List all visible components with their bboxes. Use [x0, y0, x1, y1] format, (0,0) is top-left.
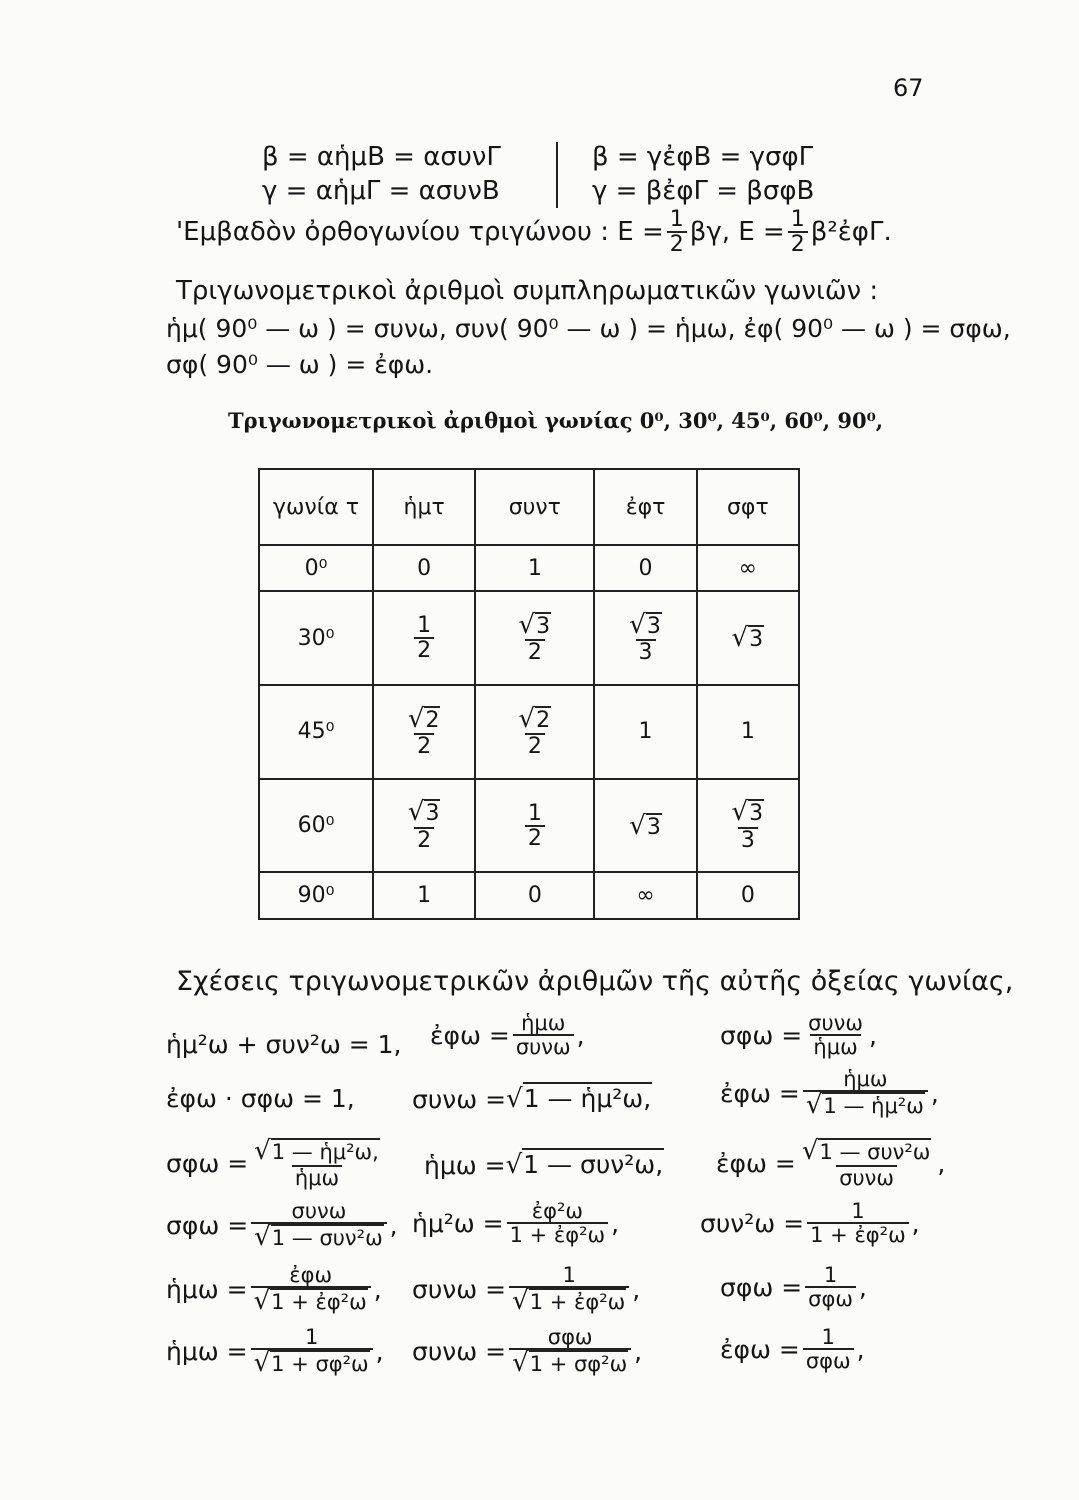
- relation-beta-right: β = γἐφΒ = γσφΓ: [592, 142, 814, 172]
- table-cell: [475, 779, 594, 873]
- table-cell: 0: [475, 872, 594, 919]
- table-cell: [373, 779, 475, 873]
- table-cell: [697, 779, 799, 873]
- fraction: $\frac{1}{2}$: [667, 208, 687, 256]
- sqrt: √3: [629, 610, 661, 641]
- table-row: [259, 779, 799, 873]
- sqrt: √3: [731, 797, 764, 828]
- table-cell: ∞: [594, 872, 696, 919]
- formula: ἐφω = $\frac{\text{ἡμω}}{\text{√1 — ἡμ²ω}}$ ,: [720, 1067, 939, 1121]
- table-cell: [475, 591, 594, 685]
- fraction: $\frac{√3}{3}$: [729, 799, 768, 851]
- divider: [556, 142, 558, 208]
- sqrt: √2: [518, 703, 551, 734]
- table-cell: [373, 685, 475, 779]
- trig-table: [258, 468, 800, 920]
- fraction: $\frac{1}{2}$: [525, 802, 545, 850]
- formula: συν²ω = $\frac{1}{\text{1 + ἐφ²ω}}$ ,: [700, 1199, 920, 1248]
- relation-gamma-left: γ = αἡμΓ = ασυνΒ: [262, 176, 500, 206]
- fraction: $\frac{1}{\text{√1 + σφ²ω}}$: [251, 1326, 373, 1377]
- table-cell: 1: [697, 685, 799, 779]
- header-cos: συντ: [475, 469, 594, 545]
- fraction: $\frac{\text{√1 — ἡμ²ω,}}{\text{ἡμω}}$: [251, 1138, 383, 1189]
- formula: συνω = $\frac{1}{\text{√1 + ἐφ²ω}}$ ,: [412, 1263, 641, 1317]
- fraction: $\frac{1}{\text{σφω}}$: [803, 1326, 854, 1372]
- area-mid: βγ, Ε =: [689, 217, 785, 248]
- area-formula: [176, 208, 892, 256]
- complementary-line2: σφ( 90⁰ — ω ) = ἐφω.: [166, 350, 434, 379]
- table-row: [259, 545, 799, 591]
- formula: ἐφω = $\frac{\text{ἡμω}}{\text{συνω}}$ ,: [430, 1011, 585, 1060]
- formula: ἡμ²ω + συν²ω = 1,: [166, 1029, 402, 1059]
- table-row: [259, 685, 799, 779]
- complementary-line1: ἡμ( 90⁰ — ω ) = συνω, συν( 90⁰ — ω ) = ἡμω, ἐφ( 90⁰ — ω ) = σφω,: [166, 314, 1011, 343]
- sqrt: √1 — συν²ω,: [505, 1150, 664, 1180]
- fraction: $\frac{\text{συνω}}{\text{√1 — συν²ω}}$: [251, 1200, 386, 1251]
- fraction: $\frac{\text{ἐφ²ω}}{\text{1 + ἐφ²ω}}$: [507, 1200, 609, 1246]
- table-cell: [594, 779, 696, 873]
- sqrt: √1 — ἡμ²ω,: [506, 1084, 652, 1114]
- fraction: $\frac{\text{√1 — συν²ω}}{\text{συνω}}$: [799, 1138, 934, 1189]
- angle-cell: 60⁰: [259, 779, 373, 873]
- formula: ἡμω = $\frac{1}{\text{√1 + σφ²ω}}$ ,: [166, 1325, 384, 1379]
- sqrt: √1 + ἐφ²ω: [509, 1286, 629, 1315]
- sqrt: √3: [407, 797, 440, 828]
- header-tan: ἐφτ: [594, 469, 696, 545]
- formula: ἡμω = √1 — συν²ω,: [424, 1150, 664, 1180]
- table-row: [259, 872, 799, 919]
- formula: ἐφω = $\frac{1}{\text{σφω}}$ ,: [720, 1325, 865, 1374]
- sqrt: √3: [731, 623, 764, 654]
- table-cell: 1: [594, 685, 696, 779]
- relations-heading: Σχέσεις τριγωνομετρικῶν ἀριθμῶν τῆς αὐτῆς ὀξείας γωνίας,: [176, 966, 1014, 997]
- sqrt: √1 + ἐφ²ω: [251, 1286, 371, 1315]
- angle-cell: 45⁰: [259, 685, 373, 779]
- table-cell: [594, 591, 696, 685]
- sqrt: √1 — συν²ω: [801, 1136, 931, 1166]
- page-number: 67: [893, 74, 924, 102]
- fraction: $\frac{1}{2}$: [414, 614, 434, 662]
- sqrt: √2: [407, 703, 440, 734]
- fraction: $\frac{√3}{2}$: [516, 612, 555, 664]
- formula: σφω = $\frac{1}{\text{σφω}}$ ,: [720, 1263, 867, 1312]
- table-cell: [475, 685, 594, 779]
- formula: ἡμω = $\frac{\text{ἐφω}}{\text{√1 + ἐφ²ω}}$ ,: [166, 1263, 382, 1317]
- sqrt: √1 — ἡμ²ω,: [254, 1136, 379, 1166]
- table-caption: Τριγωνομετρικοὶ ἀριθμοὶ γωνίας 0⁰, 30⁰, 45⁰, 60⁰, 90⁰,: [228, 408, 884, 433]
- sqrt: √1 — ἡμ²ω: [803, 1090, 928, 1119]
- header-cot: σφτ: [697, 469, 799, 545]
- table-cell: [373, 591, 475, 685]
- angle-cell: 30⁰: [259, 591, 373, 685]
- table-cell: ∞: [697, 545, 799, 591]
- table-cell: 0: [594, 545, 696, 591]
- sqrt: √1 + σφ²ω: [251, 1348, 373, 1377]
- formula: συνω = √1 — ἡμ²ω,: [412, 1084, 652, 1114]
- area-end: β²ἐφΓ.: [810, 217, 892, 248]
- table-cell: 1: [373, 872, 475, 919]
- fraction: $\frac{\text{ἡμω}}{\text{√1 — ἡμ²ω}}$: [803, 1068, 928, 1119]
- table-cell: 1: [475, 545, 594, 591]
- fraction: $\frac{√3}{2}$: [405, 799, 444, 851]
- table-row: [259, 591, 799, 685]
- fraction: $\frac{√3}{3}$: [626, 612, 665, 664]
- formula: σφω = $\frac{\text{συνω}}{\text{√1 — συν²ω}}$ ,: [166, 1199, 398, 1253]
- header-angle: γωνία τ: [259, 469, 373, 545]
- relation-beta-left: β = αἡμΒ = ασυνΓ: [262, 142, 501, 172]
- fraction: $\frac{1}{\text{σφω}}$: [805, 1264, 856, 1310]
- formula: σφω = $\frac{\text{√1 — ἡμ²ω,}}{\text{ἡμω}}$: [166, 1138, 386, 1189]
- sqrt: √1 — συν²ω: [251, 1222, 386, 1251]
- fraction: $\frac{1}{\text{1 + ἐφ²ω}}$: [807, 1200, 909, 1246]
- fraction: $\frac{√2}{2}$: [405, 706, 444, 758]
- sqrt: √3: [629, 810, 661, 841]
- angle-cell: 90⁰: [259, 872, 373, 919]
- formula: σφω = $\frac{\text{συνω}}{\text{ἡμω}}$ ,: [720, 1011, 877, 1060]
- area-label: 'Εμβαδὸν ὀρθογωνίου τριγώνου : Ε =: [176, 217, 664, 248]
- relation-gamma-right: γ = βἐφΓ = βσφΒ: [592, 176, 815, 206]
- table-header-row: [259, 469, 799, 545]
- table-cell: 0: [373, 545, 475, 591]
- fraction: $\frac{\text{σφω}}{\text{√1 + σφ²ω}}$: [509, 1326, 631, 1377]
- table-cell: [697, 591, 799, 685]
- sqrt: √1 + σφ²ω: [509, 1348, 631, 1377]
- angle-cell: 0⁰: [259, 545, 373, 591]
- formula: ἡμ²ω = $\frac{\text{ἐφ²ω}}{\text{1 + ἐφ²ω}}$ ,: [412, 1199, 620, 1248]
- formula: ἐφω · σφω = 1,: [166, 1084, 355, 1113]
- fraction: $\frac{1}{2}$: [788, 208, 808, 256]
- complementary-title: Τριγωνομετρικοὶ ἀριθμοὶ συμπληρωματικῶν γωνιῶν :: [176, 276, 879, 306]
- fraction: $\frac{\text{ἡμω}}{\text{συνω}}$: [513, 1012, 574, 1058]
- fraction: $\frac{1}{\text{√1 + ἐφ²ω}}$: [509, 1264, 629, 1315]
- formula: ἐφω = $\frac{\text{√1 — συν²ω}}{\text{συνω}}$ ,: [716, 1136, 946, 1191]
- fraction: $\frac{√2}{2}$: [516, 706, 555, 758]
- table-cell: 0: [697, 872, 799, 919]
- fraction: $\frac{\text{συνω}}{\text{ἡμω}}$: [808, 1011, 863, 1060]
- formula: συνω = $\frac{\text{σφω}}{\text{√1 + σφ²ω}}$ ,: [412, 1325, 643, 1379]
- sqrt: √3: [518, 610, 551, 641]
- header-sin: ἡμτ: [373, 469, 475, 545]
- fraction: $\frac{\text{ἐφω}}{\text{√1 + ἐφ²ω}}$: [251, 1264, 371, 1315]
